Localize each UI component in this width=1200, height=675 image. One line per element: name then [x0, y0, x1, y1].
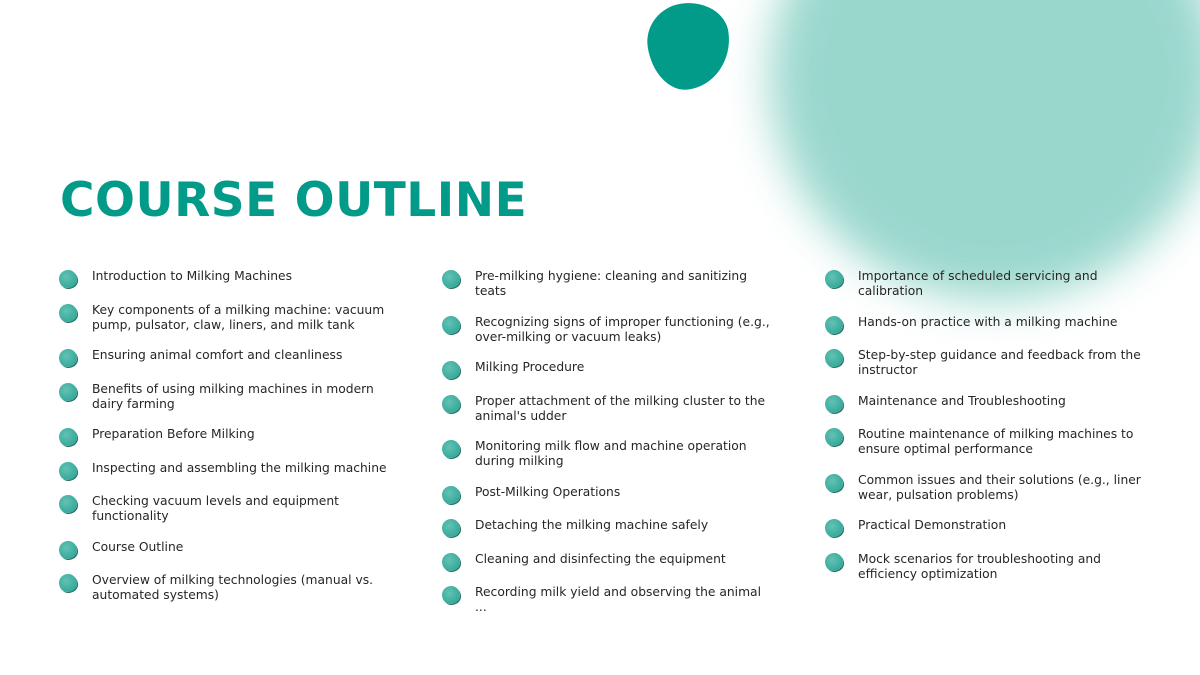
- outline-item: [441, 439, 771, 469]
- outline-item-text: Mock scenarios for troubleshooting and efficiency optimization: [858, 551, 1101, 581]
- outline-item: [824, 348, 1144, 378]
- teal-blob-bullet-icon: [825, 270, 843, 288]
- outline-item-text: Cleaning and disinfecting the equipment: [475, 551, 726, 566]
- teal-blob-bullet-icon: [59, 462, 77, 480]
- outline-item-text: Pre-milking hygiene: cleaning and sanitizing teats: [475, 269, 748, 298]
- outline-item: [824, 394, 1144, 412]
- teal-blob-bullet-icon: [59, 495, 77, 513]
- teal-blob-bullet-icon: [442, 316, 460, 334]
- outline-item-text: Importance of scheduled servicing and calibration: [858, 269, 1098, 298]
- outline-item: [824, 473, 1144, 503]
- outline-item-text: Post-Milking Operations: [475, 484, 621, 499]
- outline-item: [58, 540, 388, 558]
- teal-blob-bullet-icon: [825, 553, 843, 571]
- outline-item-text: Common issues and their solutions (e.g., liner wear, pulsation problems): [858, 472, 1141, 502]
- decorative-soft-teal-circle: [770, 0, 1200, 300]
- outline-item: [441, 518, 771, 536]
- outline-item-text: Step-by-step guidance and feedback from the instructor: [858, 348, 1141, 377]
- outline-item: [441, 485, 771, 503]
- outline-item-text: Maintenance and Troubleshooting: [858, 393, 1066, 408]
- outline-item-text: Proper attachment of the milking cluster to the animal's udder: [475, 393, 766, 423]
- outline-item: [58, 382, 388, 412]
- outline-item: [441, 360, 771, 378]
- outline-item-text: Preparation Before Milking: [92, 427, 255, 441]
- outline-item: [441, 552, 771, 570]
- outline-item-text: Milking Procedure: [475, 360, 585, 374]
- outline-item: [441, 269, 771, 299]
- outline-item: [824, 315, 1144, 333]
- outline-item-text: Routine maintenance of milking machines to ensure optimal performance: [858, 427, 1134, 456]
- teal-blob-bullet-icon: [442, 440, 460, 458]
- outline-column-2: [441, 269, 771, 631]
- teal-blob-bullet-icon: [825, 316, 843, 334]
- outline-item-text: Practical Demonstration: [858, 518, 1007, 532]
- outline-item-text: Course Outline: [92, 539, 184, 554]
- teal-blob-bullet-icon: [442, 361, 460, 379]
- outline-item: [824, 269, 1144, 299]
- outline-item-text: Benefits of using milking machines in modern dairy farming: [92, 381, 374, 411]
- outline-item-text: Key components of a milking machine: vacuum pump, pulsator, claw, liners, and milk tank: [92, 302, 385, 332]
- teal-blob-bullet-icon: [59, 574, 77, 592]
- teal-blob-bullet-icon: [825, 395, 843, 413]
- decorative-teal-blob: [642, 0, 735, 94]
- outline-item: [441, 315, 771, 345]
- teal-blob-bullet-icon: [442, 270, 460, 288]
- outline-item-text: Checking vacuum levels and equipment functionality: [92, 494, 339, 523]
- page-title: COURSE OUTLINE: [60, 173, 528, 228]
- outline-item: [58, 427, 388, 445]
- outline-item-text: Recognizing signs of improper functioning (e.g., over-milking or vacuum leaks): [475, 314, 770, 344]
- outline-item-text: Monitoring milk flow and machine operation during milking: [475, 439, 747, 468]
- outline-item: [58, 494, 388, 524]
- outline-item-text: Ensuring animal comfort and cleanliness: [92, 348, 343, 362]
- outline-item: [441, 394, 771, 424]
- outline-item: [824, 552, 1144, 582]
- outline-item-text: Hands-on practice with a milking machine: [858, 314, 1118, 329]
- outline-column-1: [58, 269, 388, 619]
- teal-blob-bullet-icon: [59, 270, 77, 288]
- outline-item: [441, 585, 771, 615]
- teal-blob-bullet-icon: [59, 304, 77, 322]
- teal-blob-bullet-icon: [825, 428, 843, 446]
- teal-blob-bullet-icon: [825, 519, 843, 537]
- outline-item: [58, 573, 388, 603]
- teal-blob-bullet-icon: [442, 553, 460, 571]
- teal-blob-bullet-icon: [442, 586, 460, 604]
- teal-blob-bullet-icon: [825, 349, 843, 367]
- teal-blob-bullet-icon: [442, 395, 460, 413]
- teal-blob-bullet-icon: [825, 474, 843, 492]
- teal-blob-bullet-icon: [59, 383, 77, 401]
- teal-blob-bullet-icon: [59, 428, 77, 446]
- outline-item-text: Inspecting and assembling the milking machine: [92, 460, 387, 475]
- teal-blob-bullet-icon: [59, 349, 77, 367]
- outline-item-text: Introduction to Milking Machines: [92, 269, 292, 283]
- outline-column-3: [824, 269, 1144, 597]
- teal-blob-bullet-icon: [442, 486, 460, 504]
- teal-blob-bullet-icon: [442, 519, 460, 537]
- outline-item-text: Recording milk yield and observing the animal ...: [475, 585, 762, 614]
- teal-blob-bullet-icon: [59, 541, 77, 559]
- outline-item-text: Detaching the milking machine safely: [475, 518, 709, 532]
- outline-item: [824, 427, 1144, 457]
- outline-item: [58, 269, 388, 287]
- outline-item: [58, 461, 388, 479]
- outline-item: [58, 303, 388, 333]
- outline-item: [824, 518, 1144, 536]
- outline-item: [58, 348, 388, 366]
- outline-item-text: Overview of milking technologies (manual vs. automated systems): [92, 573, 374, 602]
